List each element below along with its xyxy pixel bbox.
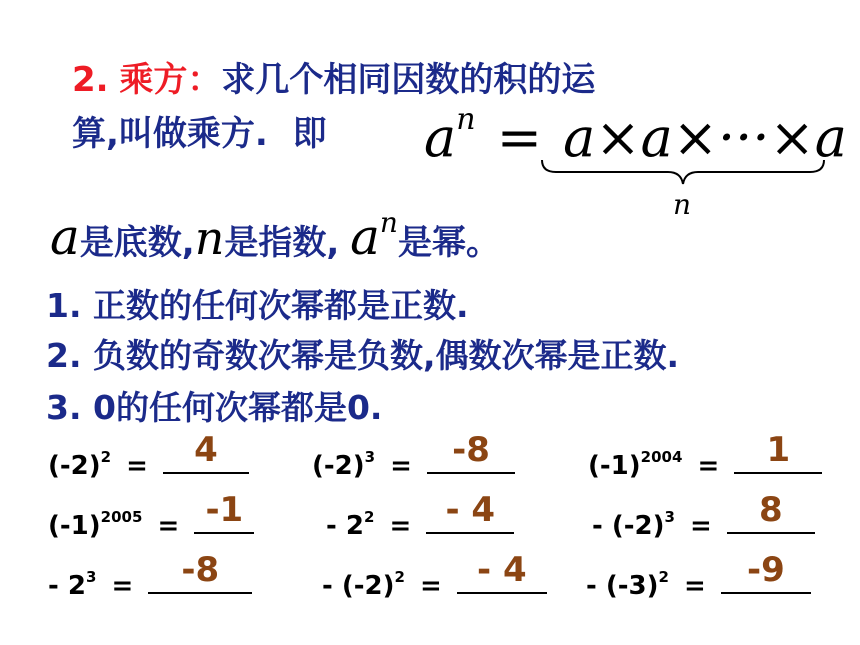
exercise-9-eq: =: [684, 571, 706, 601]
exercise-5-base: - 2: [326, 511, 364, 541]
exercise-6: [592, 490, 815, 541]
definition-number: 2.: [72, 60, 109, 100]
exercise-7-blank[interactable]: [148, 550, 252, 594]
exercise-1-exp: 2: [100, 448, 112, 467]
exercise-8-blank[interactable]: [457, 550, 547, 594]
exercise-9-base: - (-3): [586, 571, 659, 601]
exercise-6-blank[interactable]: [727, 490, 815, 534]
exercise-2-exp: 3: [364, 448, 376, 467]
exercise-3-eq: =: [697, 451, 720, 481]
term-exp-var: n: [194, 211, 225, 265]
exercise-1: [48, 430, 249, 481]
rule-1: 1. 正数的任何次幂都是正数.: [46, 286, 469, 325]
exercise-9: [586, 550, 811, 601]
exercise-1-answer: 4: [194, 430, 218, 470]
exercise-8-eq: =: [420, 571, 442, 601]
exercise-3-blank[interactable]: [734, 430, 822, 474]
exercise-1-eq: =: [126, 451, 148, 481]
exercise-6-base: - (-2): [592, 511, 665, 541]
exercise-6-exp: 3: [664, 508, 675, 527]
exercise-4-base: (-1): [48, 511, 101, 541]
terms-line: [50, 205, 500, 268]
formula-equals: =: [496, 106, 542, 169]
exercise-8-answer: - 4: [477, 550, 527, 590]
exercise-8: [322, 550, 547, 601]
exercise-7-eq: =: [111, 571, 134, 601]
term-power-exp: n: [379, 205, 398, 239]
exercise-2-blank[interactable]: [427, 430, 515, 474]
exercise-3-answer: 1: [766, 430, 791, 470]
exercise-2-base: (-2): [312, 451, 365, 481]
exercise-4-blank[interactable]: [194, 490, 254, 534]
definition-text-2: 算,叫做乘方.: [72, 114, 268, 154]
exercise-8-exp: 2: [394, 568, 405, 587]
exercise-1-base: (-2): [48, 451, 101, 481]
exercise-5-answer: - 4: [445, 490, 496, 530]
exercise-2: [312, 430, 515, 481]
exercise-7-answer: -8: [181, 550, 220, 590]
underbrace: [540, 158, 826, 188]
exercise-2-eq: =: [390, 451, 412, 481]
definition-line-1: [72, 52, 595, 101]
rule-2: 2. 负数的奇数次幂是负数,偶数次幂是正数.: [46, 336, 680, 375]
term-power-var: a: [350, 208, 380, 266]
definition-ji: 即: [292, 114, 327, 154]
exercise-9-exp: 2: [658, 568, 669, 587]
exercise-8-base: - (-2): [322, 571, 395, 601]
exercise-6-eq: =: [690, 511, 712, 541]
exercise-3: [588, 430, 822, 481]
rule-3: 3. 0的任何次幂都是0.: [46, 388, 383, 427]
definition-line-2: [72, 106, 327, 155]
exercise-5: [326, 490, 514, 541]
exercise-7: [48, 550, 252, 601]
exercise-4-answer: -1: [205, 490, 244, 530]
exercise-7-base: - 2: [48, 571, 86, 601]
term-base-text: 是底数,: [79, 223, 195, 263]
exercise-5-eq: =: [389, 511, 412, 541]
formula-lhs-base: a: [424, 106, 457, 169]
exercise-7-exp: 3: [85, 568, 97, 587]
exercise-9-answer: -9: [746, 550, 785, 590]
exercise-5-exp: 2: [363, 508, 375, 527]
definition-term: 乘方：: [119, 60, 222, 100]
formula-rhs: a×a×···×a: [563, 106, 847, 169]
brace-label: n: [673, 188, 692, 221]
definition-text-1: 求几个相同因数的积的运: [221, 60, 596, 100]
exercise-3-base: (-1): [588, 451, 641, 481]
formula-lhs-exp: n: [456, 102, 476, 137]
exercise-4-exp: 2005: [100, 508, 143, 527]
exercise-9-blank[interactable]: [721, 550, 811, 594]
exercise-6-answer: 8: [759, 490, 783, 530]
term-base-var: a: [50, 208, 80, 266]
exercise-1-blank[interactable]: [163, 430, 249, 474]
exercise-3-exp: 2004: [640, 448, 683, 467]
exercise-4-eq: =: [157, 511, 180, 541]
exercise-4: [48, 490, 254, 541]
exercise-2-answer: -8: [452, 430, 490, 470]
term-exp-text: 是指数,: [224, 223, 340, 263]
term-power-text: 是幂。: [397, 223, 500, 263]
exercise-5-blank[interactable]: [426, 490, 514, 534]
